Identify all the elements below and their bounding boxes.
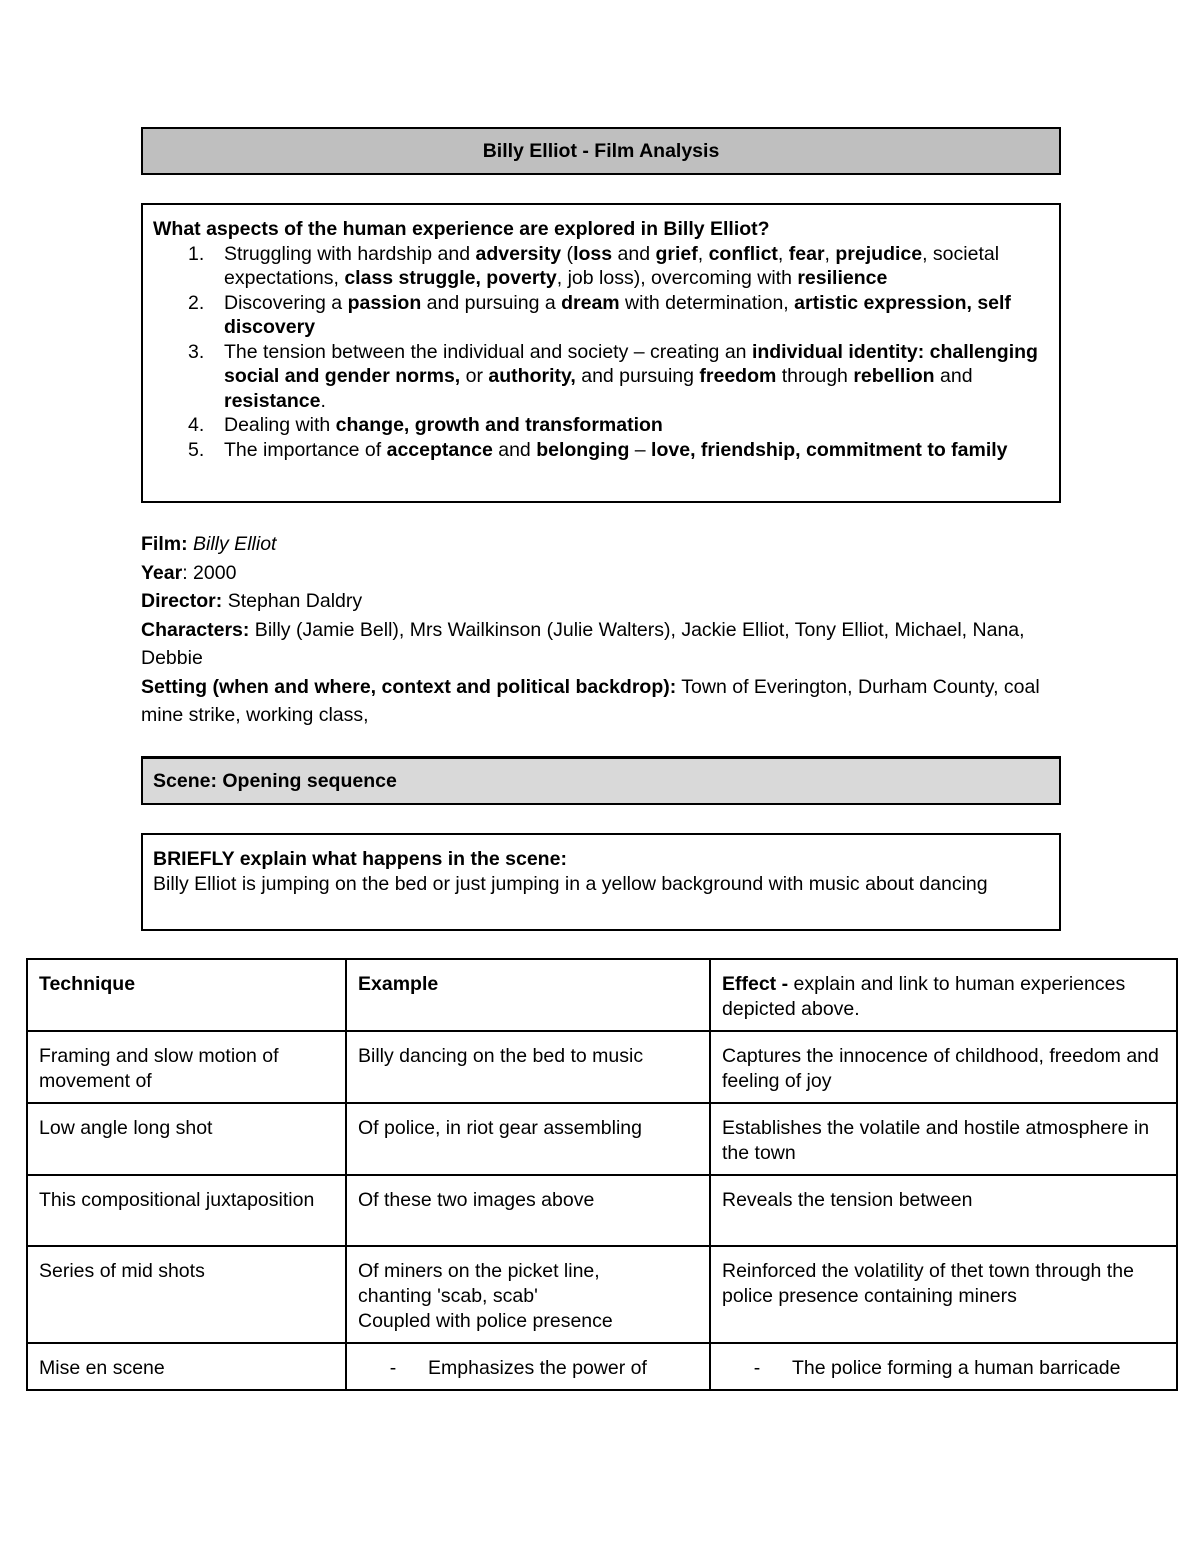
aspect-text: , [777,242,789,265]
aspect-text: , societal expectations, [224,242,1000,289]
cell-technique: Series of mid shots [27,1246,346,1343]
aspect-text: . [320,389,326,412]
aspect-keyword: belonging [536,438,630,461]
aspect-text: and [612,242,656,265]
aspect-text: and [492,438,537,461]
aspect-number: 4. [188,414,205,436]
characters-value: Billy (Jamie Bell), Mrs Wailkinson (Julie Walters), Jackie Elliot, Tony Elliot, Michael, Nana, Debbie [141,618,1025,669]
bullet-item [358,1356,699,1381]
aspect-item [153,438,1049,463]
aspect-text: The importance of [224,438,387,461]
header-technique: Technique [27,959,346,1031]
aspect-keyword: individual identity: challenging social and gender norms, [224,340,1038,387]
header-example: Example [346,959,710,1031]
aspect-keyword: authority, [488,365,576,387]
cell-effect: Establishes the volatile and hostile atmosphere in the town [710,1103,1177,1175]
cell-technique: This compositional juxtaposition [27,1175,346,1246]
aspect-item [153,291,1049,340]
table-row [27,1031,1177,1103]
aspect-number: 2. [188,291,205,314]
aspect-text: , job loss), overcoming with [556,267,798,289]
aspect-keyword: adversity [475,242,562,265]
cell-effect [710,1343,1177,1390]
director-value: Stephan Daldry [222,590,363,612]
film-label: Film: [141,533,188,555]
aspect-text: Discovering a [224,291,348,314]
aspect-keyword: freedom [699,365,777,387]
film-info [141,530,1057,730]
brief-box [141,833,1061,931]
aspect-number: 3. [188,340,205,363]
director-line [141,587,1057,616]
aspect-text: through [776,365,854,387]
technique-table [26,958,1178,1391]
example-line: Coupled with police presence [358,1310,613,1332]
example-line: chanting 'scab, scab' [358,1285,538,1307]
brief-question: BRIEFLY explain what happens in the scene: [153,848,567,870]
aspect-text: , [824,242,836,265]
aspect-keyword: grief [655,242,698,265]
aspect-text: , [697,242,709,265]
cell-effect: Captures the innocence of childhood, freedom and feeling of joy [710,1031,1177,1103]
aspect-keyword: fear [788,242,825,265]
aspect-keyword: class struggle, poverty [344,267,557,289]
aspect-keyword: resilience [797,267,888,289]
aspect-number: 5. [188,438,205,461]
aspects-box [141,203,1061,503]
scene-title: Scene: Opening sequence [141,756,1061,805]
aspect-keyword: change, growth and transformation [335,414,663,436]
film-value: Billy Elliot [193,533,277,555]
aspect-keyword: artistic expression, self discovery [224,291,1011,338]
page-title: Billy Elliot - Film Analysis [141,127,1061,175]
aspect-text: and pursuing a [421,291,562,314]
aspect-keyword: love, friendship, commitment to family [651,438,1008,461]
aspect-number: 1. [188,242,205,265]
year-label: Year [141,561,183,584]
setting-line [141,673,1057,730]
aspect-keyword: rebellion [853,365,935,387]
cell-technique: Low angle long shot [27,1103,346,1175]
bullet-text: The police forming a human barricade [792,1357,1121,1379]
aspect-keyword: dream [561,291,620,314]
aspect-text: Dealing with [224,414,336,436]
cell-example [346,1343,710,1390]
example-line: Of miners on the picket line, [358,1260,600,1282]
cell-technique: Mise en scene [27,1343,346,1390]
table-header-row [27,959,1177,1031]
aspect-item [153,413,1049,438]
cell-example [346,1246,710,1343]
aspect-item [153,340,1049,414]
cell-example: Of police, in riot gear assembling [346,1103,710,1175]
characters-line [141,616,1057,673]
aspect-text: Struggling with hardship and [224,242,476,265]
film-line [141,530,1057,559]
table-row [27,1175,1177,1246]
aspects-question: What aspects of the human experience are explored in Billy Elliot? [153,218,770,240]
aspect-keyword: resistance [224,389,321,412]
year-line [141,559,1057,588]
aspect-keyword: loss [573,242,613,265]
director-label: Director: [141,590,223,612]
cell-example: Billy dancing on the bed to music [346,1031,710,1103]
aspect-text: ( [561,242,574,265]
setting-value: Town of Everington, Durham County, coal mine strike, working class, [141,675,1040,726]
header-effect: Effect - explain and link to human experiences depicted above. [710,959,1177,1031]
cell-effect: Reinforced the volatility of thet town through the police presence containing miners [710,1246,1177,1343]
aspect-text: The tension between the individual and society – creating an [224,340,752,363]
brief-answer: Billy Elliot is jumping on the bed or just jumping in a yellow background with music about dancing [153,872,988,895]
aspect-text: and pursuing [575,365,700,387]
aspect-keyword: conflict [708,242,778,265]
aspect-keyword: acceptance [386,438,493,461]
dash-bullet: - [389,1357,397,1379]
aspect-keyword: prejudice [835,242,923,265]
cell-effect: Reveals the tension between [710,1175,1177,1246]
table-row [27,1343,1177,1390]
cell-example: Of these two images above [346,1175,710,1246]
table-row [27,1246,1177,1343]
aspect-text: or [460,365,489,387]
aspect-text: and [934,365,973,387]
bullet-item [722,1356,1166,1381]
aspect-text: – [629,438,652,461]
table-row [27,1103,1177,1175]
year-value: : 2000 [182,561,237,584]
bullet-text: Emphasizes the power of [428,1357,647,1379]
setting-label: Setting (when and where, context and political backdrop): [141,675,677,698]
aspect-item [153,242,1049,291]
aspect-text: with determination, [619,291,795,314]
aspects-list [153,242,1049,463]
aspect-keyword: passion [347,291,422,314]
dash-bullet: - [753,1357,761,1379]
cell-technique: Framing and slow motion of movement of [27,1031,346,1103]
characters-label: Characters: [141,618,250,641]
